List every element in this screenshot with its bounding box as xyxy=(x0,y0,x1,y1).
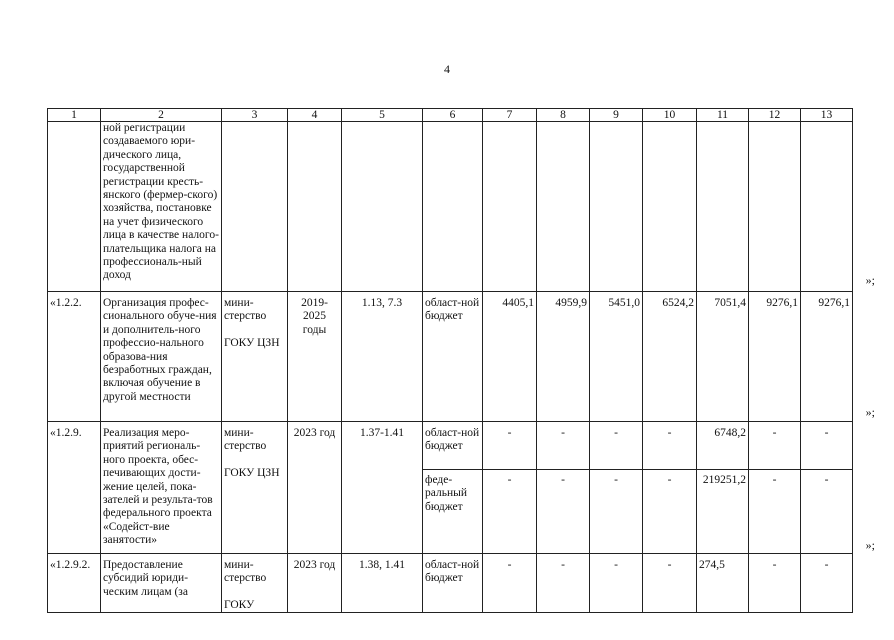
period: 2019-2025 годы xyxy=(288,292,342,422)
col-number: 2 xyxy=(101,109,222,122)
executor xyxy=(222,554,288,613)
col-number: 5 xyxy=(342,109,423,122)
table-row-1-2-2 xyxy=(48,292,853,422)
amount: - xyxy=(749,470,801,554)
table-row-1-2-9-2 xyxy=(48,554,853,613)
col-number: 11 xyxy=(697,109,749,122)
period: 2023 год xyxy=(288,554,342,613)
indicators: 1.13, 7.3 xyxy=(342,292,423,422)
funding-source: област-ной бюджет xyxy=(423,422,483,470)
amount: - xyxy=(537,422,590,470)
executor-gokuczn: ГОКУ xyxy=(224,598,255,611)
amount: 274,5 xyxy=(697,554,749,613)
col-number: 3 xyxy=(222,109,288,122)
col-number: 4 xyxy=(288,109,342,122)
amount: - xyxy=(590,554,643,613)
column-number-row xyxy=(48,109,853,122)
budget-table xyxy=(47,108,853,613)
amount: 219251,2 xyxy=(697,470,749,554)
amount: - xyxy=(749,422,801,470)
table-row-continued xyxy=(48,122,853,292)
col-number: 9 xyxy=(590,109,643,122)
amount: 7051,4 xyxy=(697,292,749,422)
amount: - xyxy=(483,470,537,554)
row-end-marker: »; xyxy=(865,273,875,287)
indicators: 1.37-1.41 xyxy=(342,422,423,554)
amount: - xyxy=(590,422,643,470)
amount: - xyxy=(749,554,801,613)
measure-name: Предоставление субсидий юриди-ческим лицам (за xyxy=(101,554,222,613)
amount: - xyxy=(643,470,697,554)
col-number: 1 xyxy=(48,109,101,122)
amount: - xyxy=(483,554,537,613)
col-number: 7 xyxy=(483,109,537,122)
amount: 5451,0 xyxy=(590,292,643,422)
amount: 6524,2 xyxy=(643,292,697,422)
amount: - xyxy=(801,554,853,613)
period: 2023 год xyxy=(288,422,342,554)
col-number: 8 xyxy=(537,109,590,122)
amount: - xyxy=(801,422,853,470)
executor-gokuczn: ГОКУ ЦЗН xyxy=(224,336,280,349)
amount: - xyxy=(537,554,590,613)
executor-ministry: мини-стерство xyxy=(224,559,267,585)
col-number: 6 xyxy=(423,109,483,122)
funding-source: област-ной бюджет xyxy=(423,554,483,613)
funding-source: феде-ральный бюджет xyxy=(423,470,483,554)
amount: 9276,1 xyxy=(801,292,853,422)
amount: 4959,9 xyxy=(537,292,590,422)
amount: - xyxy=(483,422,537,470)
row-end-marker: »; xyxy=(865,538,875,552)
measure-name: Организация профес-сионального обуче-ния и дополнитель-ного профессио-нального образова-ния безработных граждан, включая обучение в другой местности xyxy=(101,292,222,422)
measure-name: Реализация меро-приятий региональ-ного проекта, обес-печивающих дости-жение целей, пока-зателей и результа-тов федерального проекта «Содейст-вие занятости» xyxy=(101,422,222,554)
table-row-1-2-9 xyxy=(48,422,853,470)
amount: - xyxy=(801,470,853,554)
measure-name: ной регистрации создаваемого юри-дического лица, государственной регистрации кресть-янского (фермер-ского) хозяйства, постановке на учет физического лица в качестве налого-плательщика налога на профессиональ-ный доход xyxy=(101,122,222,292)
amount: - xyxy=(590,470,643,554)
row-end-marker: »; xyxy=(865,405,875,419)
measure-number: «1.2.2. xyxy=(48,292,101,422)
amount: - xyxy=(643,422,697,470)
amount: 4405,1 xyxy=(483,292,537,422)
page-number: 4 xyxy=(444,62,450,76)
amount: - xyxy=(643,554,697,613)
executor xyxy=(222,292,288,422)
measure-number: «1.2.9. xyxy=(48,422,101,554)
executor-ministry: мини-стерство xyxy=(224,427,267,453)
amount: 9276,1 xyxy=(749,292,801,422)
measure-number: «1.2.9.2. xyxy=(48,554,101,613)
col-number: 10 xyxy=(643,109,697,122)
amount: - xyxy=(537,470,590,554)
indicators: 1.38, 1.41 xyxy=(342,554,423,613)
executor xyxy=(222,422,288,554)
col-number: 12 xyxy=(749,109,801,122)
executor-gokuczn: ГОКУ ЦЗН xyxy=(224,466,280,479)
executor-ministry: мини-стерство xyxy=(224,297,267,323)
funding-source: област-ной бюджет xyxy=(423,292,483,422)
amount: 6748,2 xyxy=(697,422,749,470)
col-number: 13 xyxy=(801,109,853,122)
